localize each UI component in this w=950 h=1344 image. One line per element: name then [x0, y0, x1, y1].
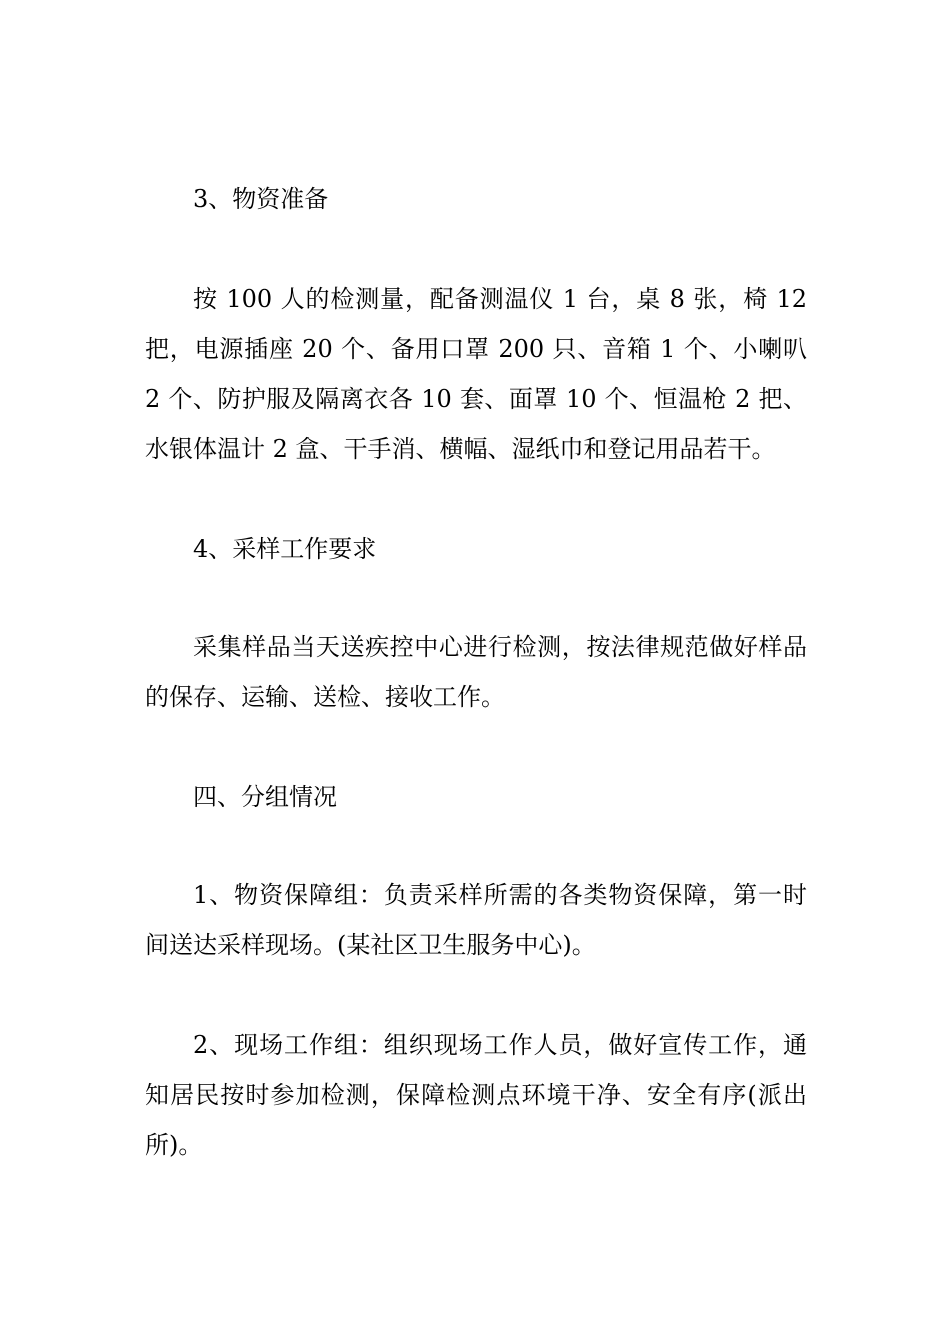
sampling-paragraph: 采集样品当天送疾控中心进行检测，按法律规范做好样品的保存、运输、送检、接收工作。: [145, 633, 807, 711]
section-heading-sampling: 4、采样工作要求: [193, 535, 377, 563]
section-heading-supplies: 3、物资准备: [193, 185, 329, 213]
supplies-paragraph: 按 100 人的检测量，配备测温仪 1 台，桌 8 张，椅 12 把，电源插座 20 个、备用口罩 200 只、音箱 1 个、小喇叭 2 个、防护服及隔离衣各 10 套、面罩 10 个、恒温枪 2 把、水银体温计 2 盒、干手消、横幅、湿纸巾和登记用品若干。: [145, 285, 807, 463]
group-supplies-paragraph: 1、物资保障组：负责采样所需的各类物资保障，第一时间送达采样现场。(某社区卫生服务中心)。: [145, 881, 807, 959]
group-field-paragraph: 2、现场工作组：组织现场工作人员，做好宣传工作，通知居民按时参加检测，保障检测点环境干净、安全有序(派出所)。: [145, 1031, 807, 1159]
section-heading-groups: 四、分组情况: [193, 783, 337, 811]
